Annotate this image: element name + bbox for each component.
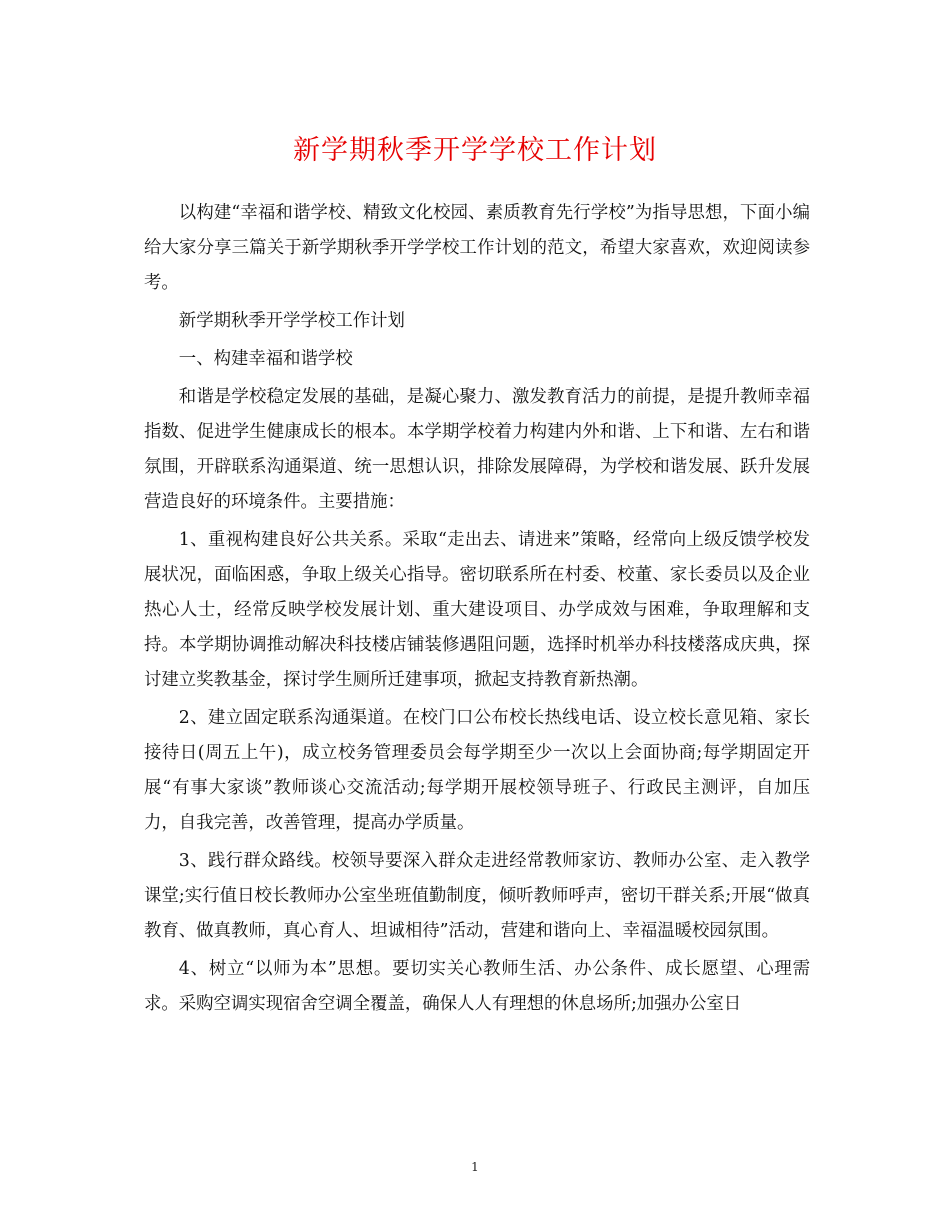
intro-paragraph: 以构建“幸福和谐学校、精致文化校园、素质教育先行学校”为指导思想，下面小编给大家分享三篇关于新学期秋季开学学校工作计划的范文，希望大家喜欢，欢迎阅读参考。: [144, 203, 810, 293]
section-subheading: 一、构建幸福和谐学校: [178, 349, 353, 369]
body-paragraph: 3、践行群众路线。校领导要深入群众走进经常教师家访、教师办公室、走入教学课堂;实行值日校长教师办公室坐班值勤制度，倾听教师呼声，密切干群关系;开展“做真教育、做真教师，真心育人、坦诚相待”活动，营建和谐向上、幸福温暖校园氛围。: [144, 851, 810, 941]
body-paragraph: 4、树立“以师为本”思想。要切实关心教师生活、办公条件、成长愿望、心理需求。采购空调实现宿舍空调全覆盖，确保人人有理想的休息场所;加强办公室日: [144, 959, 810, 1014]
body-paragraph: 2、建立固定联系沟通渠道。在校门口公布校长热线电话、设立校长意见箱、家长接待日(周五上午)，成立校务管理委员会每学期至少一次以上会面协商;每学期固定开展“有事大家谈”教师谈心交流活动;每学期开展校领导班子、行政民主测评，自加压力，自我完善，改善管理，提高办学质量。: [144, 708, 810, 833]
body-paragraph: 和谐是学校稳定发展的基础，是凝心聚力、激发教育活力的前提，是提升教师幸福指数、促进学生健康成长的根本。本学期学校着力构建内外和谐、上下和谐、左右和谐氛围，开辟联系沟通渠道、统一思想认识，排除发展障碍，为学校和谐发展、跃升发展营造良好的环境条件。主要措施：: [144, 387, 810, 512]
document-title: 新学期秋季开学学校工作计划: [293, 135, 657, 166]
page-number: 1: [471, 1160, 479, 1174]
body-paragraph: 1、重视构建良好公共关系。采取“走出去、请进来”策略，经常向上级反馈学校发展状况，面临困惑，争取上级关心指导。密切联系所在村委、校董、家长委员以及企业热心人士，经常反映学校发展计划、重大建设项目、办学成效与困难，争取理解和支持。本学期协调推动解决科技楼店铺装修遇阻问题，选择时机举办科技楼落成庆典，探讨建立奖教基金，探讨学生厕所迁建事项，掀起支持教育新热潮。: [144, 530, 810, 690]
section-heading: 新学期秋季开学学校工作计划: [178, 311, 405, 331]
document-body: [144, 196, 810, 1025]
